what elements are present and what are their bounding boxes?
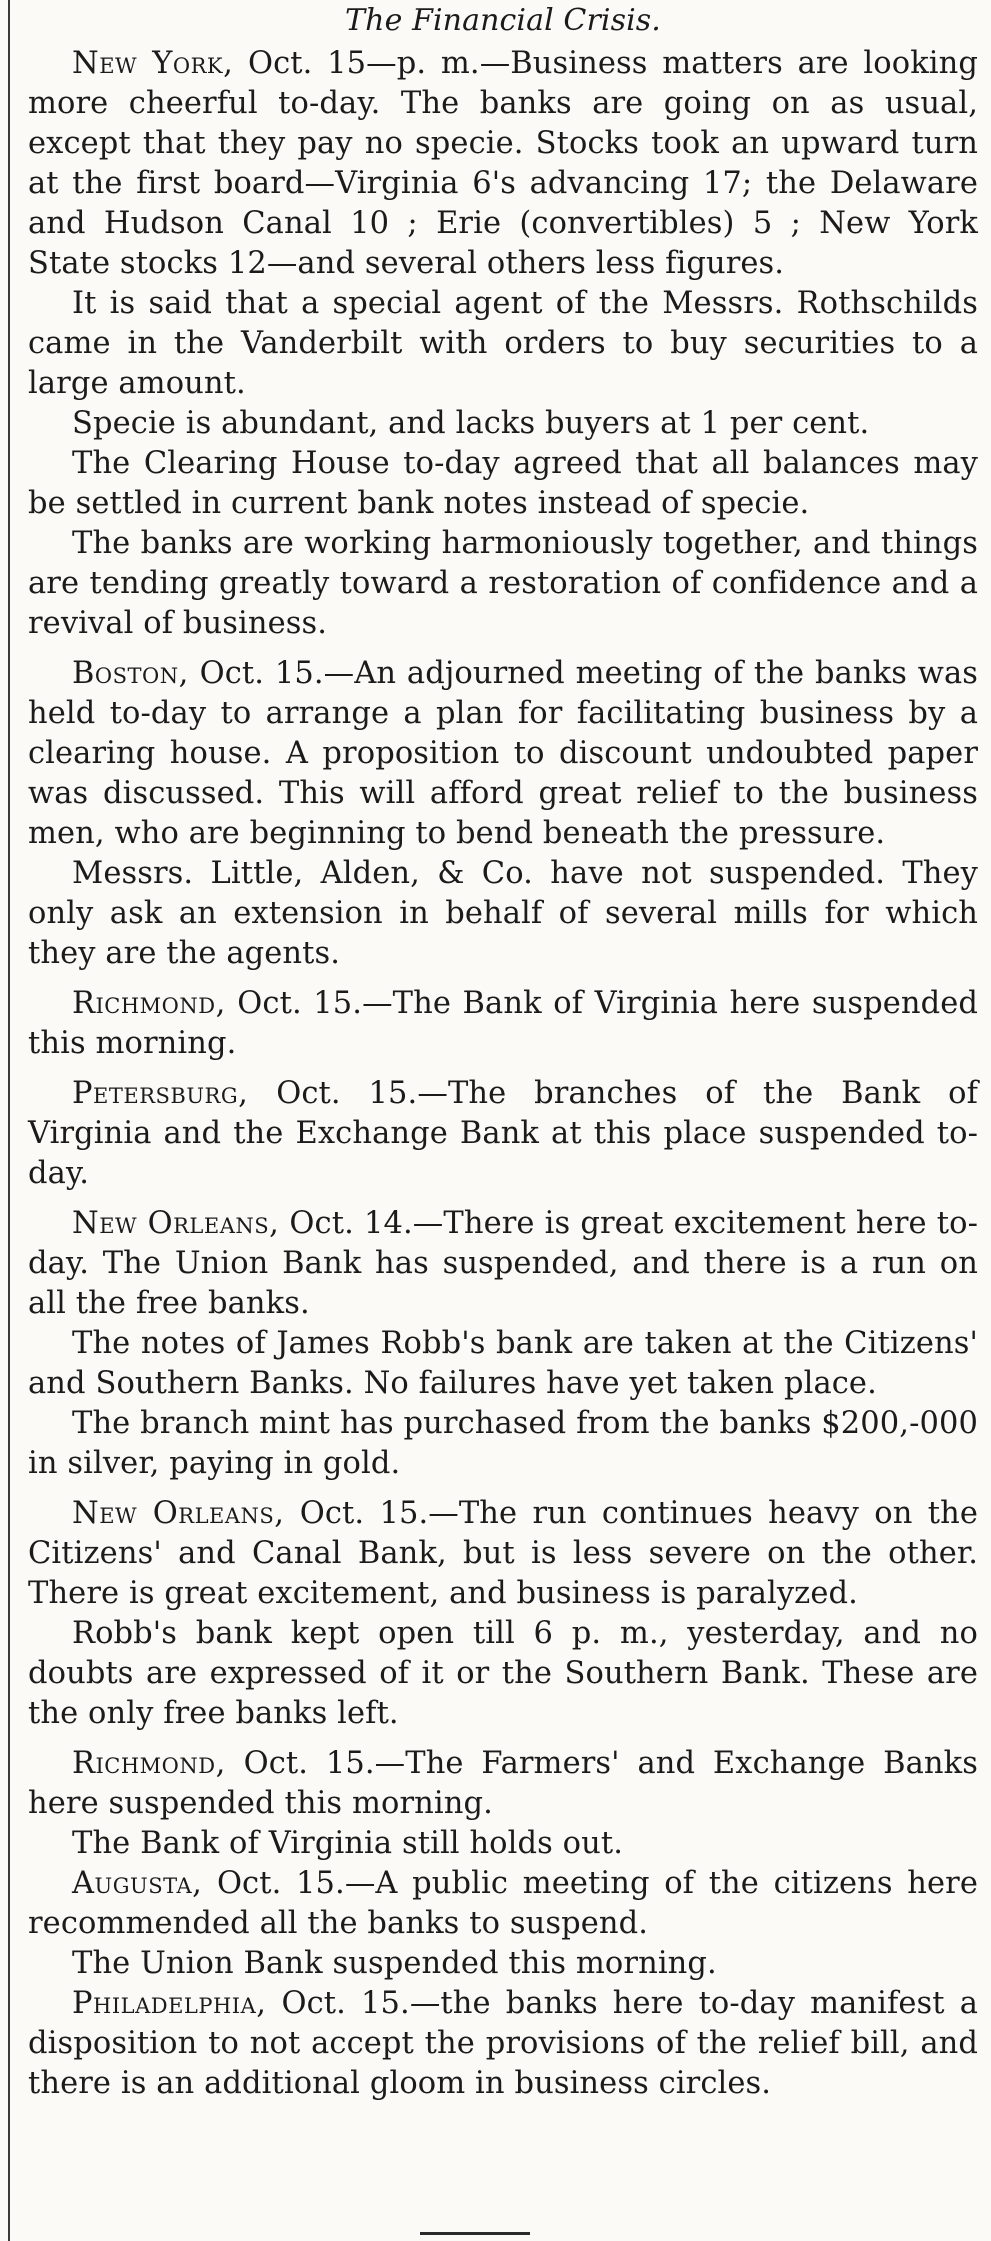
dispatch-paragraph	[28, 44, 978, 284]
paragraph-text: Oct. 15.—The branches of the Bank of Virginia and the Exchange Bank at this place suspended to-day.	[28, 1076, 978, 1191]
paragraph-text: Specie is abundant, and lacks buyers at 1 per cent.	[72, 406, 870, 441]
dispatch-paragraph	[28, 404, 978, 444]
paragraph-text: Oct. 15.—The Bank of Virginia here suspended this morning.	[28, 986, 978, 1061]
dispatch-paragraph	[28, 1494, 978, 1614]
dispatch-paragraph	[28, 1074, 978, 1194]
column-rule	[8, 0, 10, 2241]
dateline-place: Richmond,	[72, 1746, 226, 1781]
dispatch-paragraph	[28, 284, 978, 404]
dateline-place: New Orleans,	[72, 1206, 280, 1241]
dateline-place: Richmond,	[72, 986, 226, 1021]
paragraph-text: Oct. 15.—The Farmers' and Exchange Banks here suspended this morning.	[28, 1746, 978, 1821]
paragraph-text: The banks are working harmoniously together, and things are tending greatly toward a restoration of confidence and a revival of business.	[28, 526, 978, 641]
article-title: The Financial Crisis.	[345, 3, 661, 38]
dispatch-paragraph	[28, 1744, 978, 1824]
dateline-place: Boston,	[72, 656, 189, 691]
dispatch-paragraph	[28, 1614, 978, 1734]
paragraph-text: Robb's bank kept open till 6 p. m., yesterday, and no doubts are expressed of it or the Southern Bank. These are the only free banks left.	[28, 1616, 978, 1731]
dispatch-paragraph	[28, 1984, 978, 2104]
dispatch-paragraph	[28, 444, 978, 524]
paragraph-text: Oct. 15.—A public meeting of the citizens here recommended all the banks to suspend.	[28, 1866, 978, 1941]
paragraph-text: Messrs. Little, Alden, & Co. have not suspended. They only ask an extension in behalf of several mills for which they are the agents.	[28, 856, 978, 971]
paragraph-text: The Clearing House to-day agreed that all balances may be settled in current bank notes instead of specie.	[28, 446, 978, 521]
dispatch-paragraph	[28, 984, 978, 1064]
dispatch-paragraph	[28, 654, 978, 854]
paragraph-text: Oct. 15.—the banks here to-day manifest a disposition to not accept the provisions of the relief bill, and there is an additional gloom in business circles.	[28, 1986, 978, 2101]
article	[28, 0, 978, 2104]
dispatch-paragraph	[28, 854, 978, 974]
paragraph-text: The Bank of Virginia still holds out.	[72, 1826, 624, 1861]
dispatch-paragraph	[28, 1404, 978, 1484]
end-rule	[420, 2232, 530, 2235]
paragraph-text: Oct. 15.—The run continues heavy on the Citizens' and Canal Bank, but is less severe on the other. There is great excitement, and business is paralyzed.	[28, 1496, 978, 1611]
dateline-place: Philadelphia,	[72, 1986, 267, 2021]
dispatch-paragraph	[28, 1824, 978, 1864]
dispatch-paragraph	[28, 1944, 978, 1984]
paragraph-text: It is said that a special agent of the Messrs. Rothschilds came in the Vanderbilt with orders to buy securities to a large amount.	[28, 286, 978, 401]
paragraph-text: Oct. 15—p. m.—Business matters are looking more cheerful to-day. The banks are going on as usual, except that they pay no specie. Stocks took an upward turn at the first board—Virginia 6's advancing 17; the Delaware and Hudson Canal 10 ; Erie (convertibles) 5 ; New York State stocks 12—and several others less figures.	[28, 46, 978, 281]
paragraph-text: Oct. 15.—An adjourned meeting of the banks was held to-day to arrange a plan for facilitating business by a clearing house. A proposition to discount undoubted paper was discussed. This will afford great relief to the business men, who are beginning to bend beneath the pressure.	[28, 656, 978, 851]
dateline-place: New York,	[72, 46, 234, 81]
dispatch-paragraph	[28, 1204, 978, 1324]
dispatch-paragraph	[28, 524, 978, 644]
dispatch-paragraph	[28, 1324, 978, 1404]
dateline-place: Petersburg,	[72, 1076, 249, 1111]
dateline-place: Augusta,	[72, 1866, 203, 1901]
paragraph-text: The Union Bank suspended this morning.	[72, 1946, 717, 1981]
dateline-place: New Orleans,	[72, 1496, 285, 1531]
paragraph-text: The branch mint has purchased from the banks $200,-000 in silver, paying in gold.	[28, 1406, 979, 1481]
paragraph-text: Oct. 14.—There is great excitement here to-day. The Union Bank has suspended, and there is a run on all the free banks.	[28, 1206, 978, 1321]
dispatch-paragraph	[28, 1864, 978, 1944]
paragraph-text: The notes of James Robb's bank are taken at the Citizens' and Southern Banks. No failures have yet taken place.	[28, 1326, 978, 1401]
